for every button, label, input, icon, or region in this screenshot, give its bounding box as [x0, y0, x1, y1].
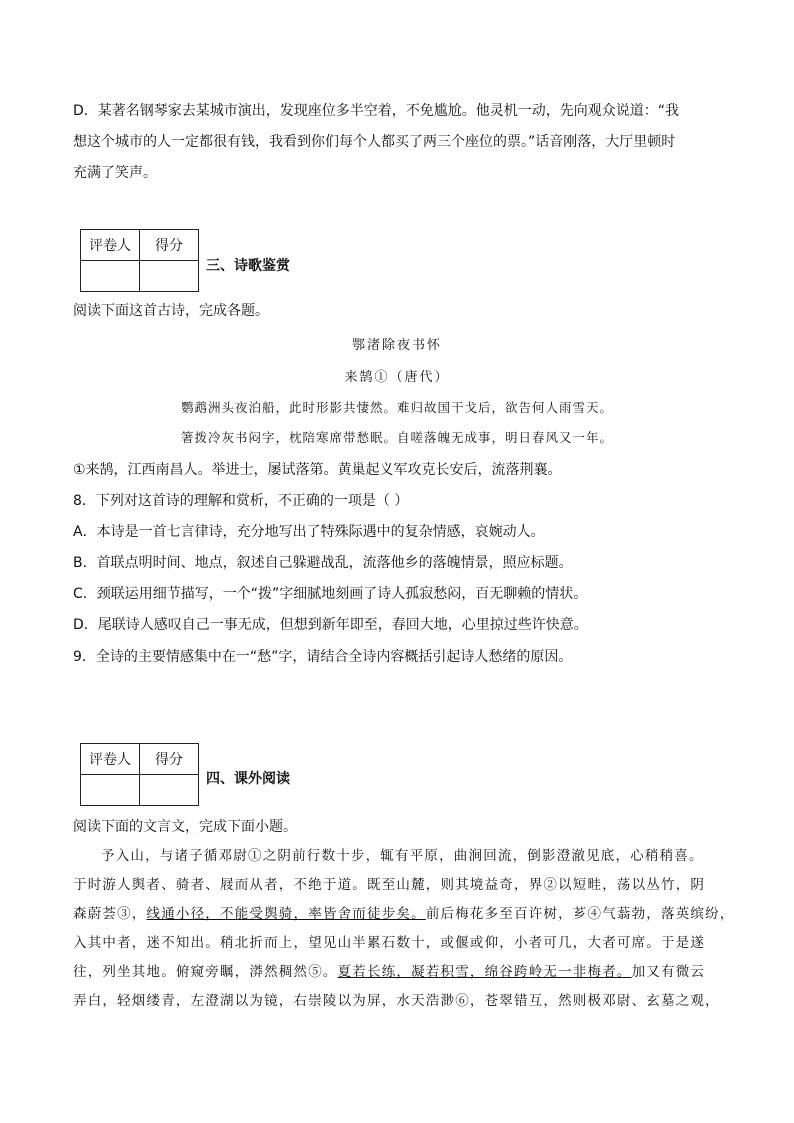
passage-line-2: 于时游人舆者、骑者、屐而从者，不绝于道。既至山麓，则其境益奇，界②以短畦，荡以丛竹，阴: [73, 877, 706, 893]
option-d-line1: D．某著名钢琴家去某城市演出，发现座位多半空着，不免尴尬。他灵机一动，先向观众说道：“我: [73, 103, 680, 119]
passage-line-5: 往，列坐其地。俯窥旁瞩，漭然稠然⑤。夏若长练，凝若积雪，绵谷跨岭无一非梅者。加又有微云: [73, 964, 706, 980]
section3-instruction: 阅读下面这首古诗，完成各题。: [73, 303, 269, 319]
question-9-stem: 9．全诗的主要情感集中在一“愁”字，请结合全诗内容概括引起诗人愁绪的原因。: [73, 649, 573, 665]
grader-header: 评卷人: [81, 744, 140, 775]
question-8-option-d: D．尾联诗人感叹自己一事无成，但想到新年即至，春回大地，心里掠过些许快意。: [73, 617, 588, 633]
question-8-stem: 8．下列对这首诗的理解和赏析，不正确的一项是（ ）: [73, 493, 409, 509]
passage-line-4: 入其中者，迷不知出。稍北折而上，望见山半累石数十，或偃或仰，小者可几，大者可席。于是遂: [73, 935, 706, 951]
score-cell[interactable]: [140, 775, 199, 806]
score-header: 得分: [140, 230, 199, 261]
poem-note: ①来鹄，江西南昌人。举进士，屡试落第。黄巢起义军攻克长安后，流落荆襄。: [73, 462, 562, 478]
section4-instruction: 阅读下面的文言文，完成下面小题。: [73, 819, 297, 835]
grader-header: 评卷人: [81, 230, 140, 261]
underlined-sentence-2: 夏若长练，凝若积雪，绵谷跨岭无一非梅者。: [337, 964, 632, 980]
passage-line-6: 弄白，轻烟缕青，左澄湖以为镜，右崇陵以为屏，水天浩渺⑥，苍翠错互，然则极邓尉、玄墓之观，: [73, 993, 720, 1009]
score-cell[interactable]: [140, 261, 199, 292]
option-d-line2: 想这个城市的人一定都很有钱，我看到你们每个人都买了两三个座位的票。”话音刚落，大厅里顿时: [73, 134, 676, 150]
question-8-option-b: B．首联点明时间、地点，叙述自己躲避战乱，流落他乡的落魄情景，照应标题。: [73, 555, 573, 571]
score-table-section3: [80, 229, 199, 292]
score-header: 得分: [140, 744, 199, 775]
section3-title: 三、诗歌鉴赏: [206, 258, 290, 274]
grader-cell[interactable]: [81, 261, 140, 292]
question-8-option-c: C．颈联运用细节描写，一个“拨”字细腻地刻画了诗人孤寂愁闷，百无聊赖的情状。: [73, 586, 588, 602]
question-8-option-a: A．本诗是一首七言律诗，充分地写出了特殊际遇中的复杂情感，哀婉动人。: [73, 524, 545, 540]
underlined-sentence-1: 线通小径，不能受舆骑，率皆舍而徒步矣。: [146, 906, 426, 922]
score-table-section4: [80, 743, 199, 806]
poem-author: 来鹄①（唐代）: [344, 370, 450, 385]
section4-title: 四、课外阅读: [206, 771, 290, 787]
passage-line-1: 予入山，与诸子循邓尉①之阴前行数十步，辄有平原，曲涧回流，倒影澄澈见底，心稍稍喜。: [101, 848, 704, 864]
option-d-line3: 充满了笑声。: [73, 165, 157, 181]
grader-cell[interactable]: [81, 775, 140, 806]
poem-line-1: 鹦鹉洲头夜泊船，此时形影共悽然。难归故国干戈后，欲告何人雨雪天。: [180, 400, 613, 415]
poem-line-2: 箸拨冷灰书闷字，枕陪寒席带愁眠。自嗟落魄无成事，明日春风又一年。: [180, 430, 613, 445]
poem-title: 鄂渚除夜书怀: [351, 338, 442, 353]
classical-passage: [73, 842, 735, 1016]
passage-line-3: 森蔚荟③，线通小径，不能受舆骑，率皆舍而徒步矣。前后梅花多至百许树，芗④气蓊勃，落英缤纷，: [73, 906, 735, 922]
